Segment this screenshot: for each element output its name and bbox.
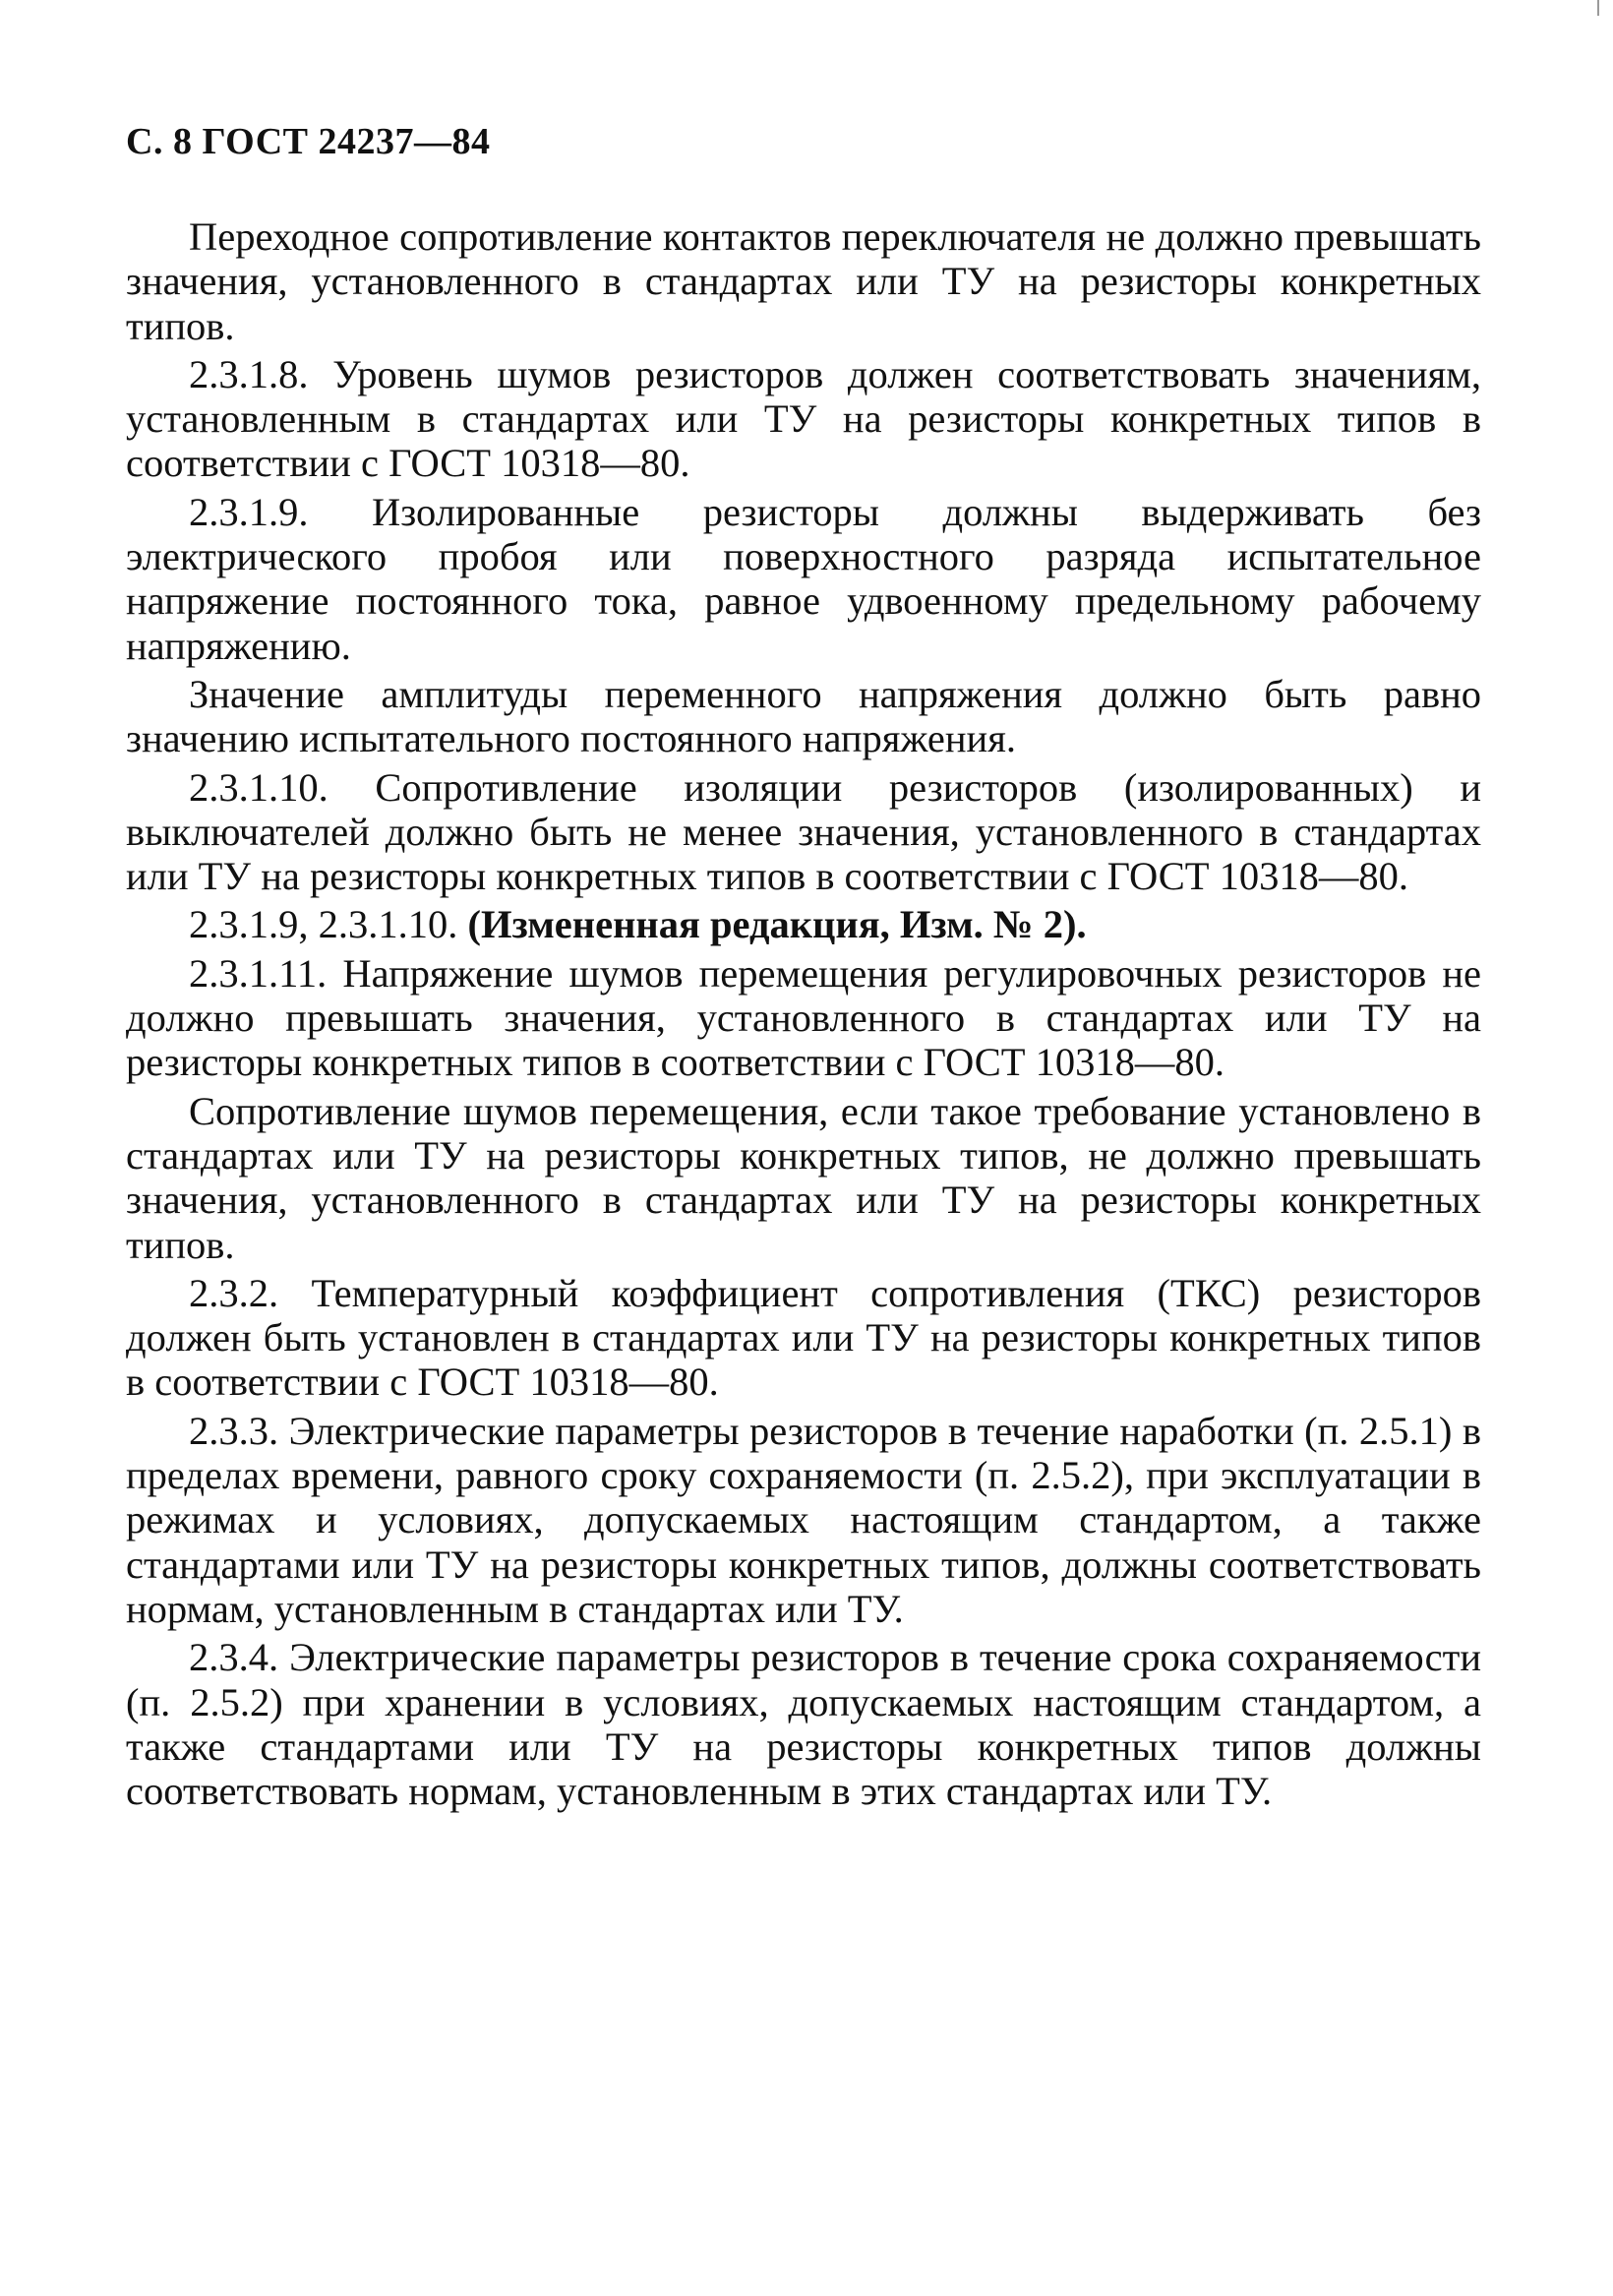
paragraph-2-3-1-11: 2.3.1.11. Напряжение шумов перемещения регулировочных резисторов не должно превышать значения, установленного в стандартах или ТУ на резисторы конкретных типов в соответствии с ГОСТ 10318—80. [126,950,1481,1085]
paragraph-ac-amplitude: Значение амплитуды переменного напряжения должно быть равно значению испытательного постоянного напряжения. [126,671,1481,761]
paragraph-2-3-2: 2.3.2. Температурный коэффициент сопротивления (ТКС) резисторов должен быть установлен в стандартах или ТУ на резисторы конкретных типов в соответствии с ГОСТ 10318—80. [126,1270,1481,1405]
body-text [126,214,1481,1817]
amendment-note: (Измененная редакция, Изм. № 2). [467,902,1087,947]
paragraph-2-3-1-10: 2.3.1.10. Сопротивление изоляции резисторов (изолированных) и выключателей должно быть не менее значения, установленного в стандартах или ТУ на резисторы конкретных типов в соответствии с ГОСТ 10318—80. [126,764,1481,899]
paragraph-2-3-4: 2.3.4. Электрические параметры резисторов в течение срока сохраняемости (п. 2.5.2) при хранении в условиях, допускаемых настоящим стандартом, а также стандартами или ТУ на резисторы конкретных типов должны соответствовать нормам, установленным в этих стандартах или ТУ. [126,1635,1481,1814]
amendment-ref: 2.3.1.9, 2.3.1.10. [189,902,458,947]
paragraph-amendment [126,902,1481,946]
page-header: С. 8 ГОСТ 24237—84 [126,121,491,162]
paragraph-movement-noise-resistance: Сопротивление шумов перемещения, если такое требование установлено в стандартах или ТУ на резисторы конкретных типов, не должно превышать значения, установленного в стандартах или ТУ на резисторы конкретных типов. [126,1088,1481,1267]
scan-edge-mark [1597,0,1599,16]
paragraph-2-3-1-8: 2.3.1.8. Уровень шумов резисторов должен соответствовать значениям, установленным в стандартах или ТУ на резисторы конкретных типов в соответствии с ГОСТ 10318—80. [126,351,1481,486]
paragraph-contact-resistance: Переходное сопротивление контактов переключателя не должно превышать значения, установленного в стандартах или ТУ на резисторы конкретных типов. [126,214,1481,348]
paragraph-2-3-1-9: 2.3.1.9. Изолированные резисторы должны выдерживать без электрического пробоя или поверхностного разряда испытательное напряжение постоянного тока, равное удвоенному предельному рабочему напряжению. [126,489,1481,668]
paragraph-2-3-3: 2.3.3. Электрические параметры резисторов в течение наработки (п. 2.5.1) в пределах времени, равного сроку сохраняемости (п. 2.5.2), при эксплуатации в режимах и условиях, допускаемых настоящим стандартом, а также стандартами или ТУ на резисторы конкретных типов, должны соответствовать нормам, установленным в стандартах или ТУ. [126,1408,1481,1631]
